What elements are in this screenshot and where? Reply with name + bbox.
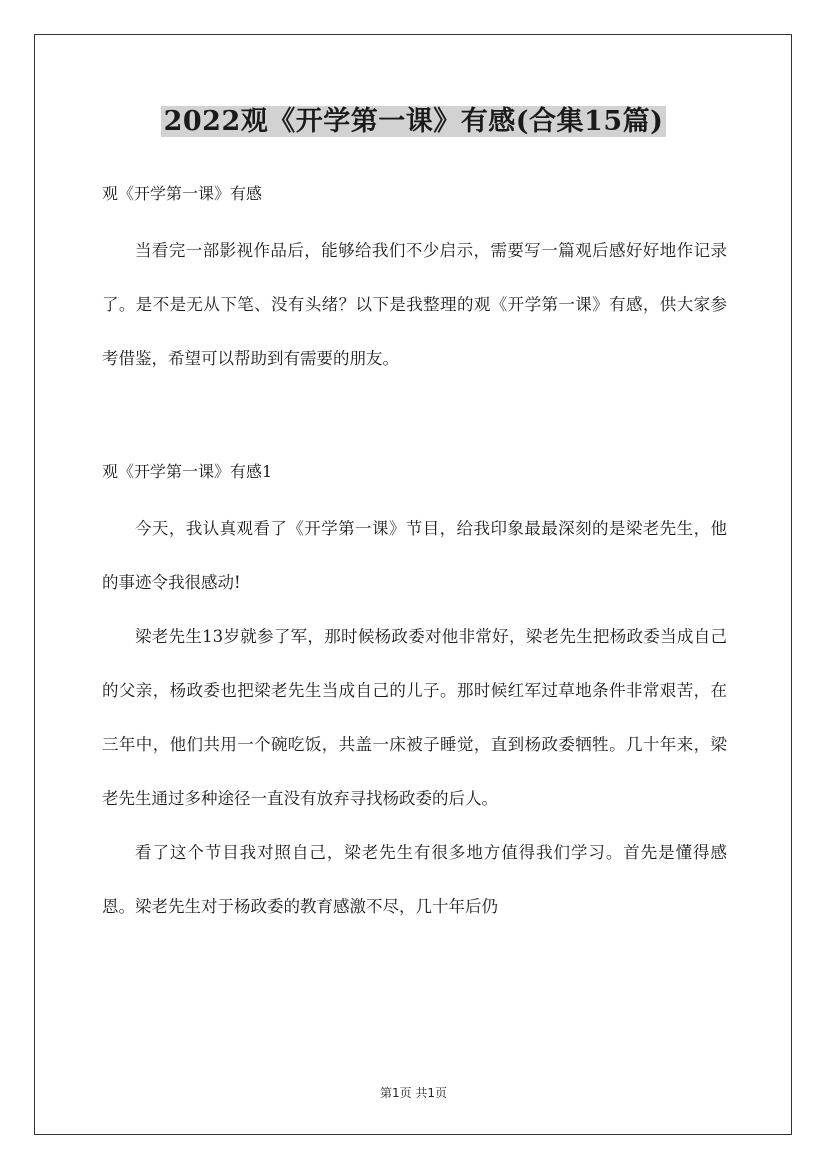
paragraph: 看了这个节目我对照自己，梁老先生有很多地方值得我们学习。首先是懂得感恩。梁老先生对于杨政委的教育感激不尽，几十年后仍 xyxy=(102,843,727,916)
spacer xyxy=(102,494,727,502)
page-footer: 第1页 共1页 xyxy=(379,1086,448,1100)
section-heading: 观《开学第一课》有感 xyxy=(102,184,263,203)
paragraph: 梁老先生13岁就参了军，那时候杨政委对他非常好，梁老先生把杨政委当成自己的父亲，杨政委也把梁老先生当成自己的儿子。那时候红军过草地条件非常艰苦，在三年中，他们共用一个碗吃饭，共盖一床被子睡觉，直到杨政委牺牲。几十年来，梁老先生通过多种途径一直没有放弃寻找杨政委的后人。 xyxy=(102,627,727,808)
paragraph: 今天，我认真观看了《开学第一课》节目，给我印象最最深刻的是梁老先生，他的事迹令我很感动! xyxy=(102,519,727,592)
document-body xyxy=(102,172,727,934)
document-title xyxy=(0,100,827,144)
spacer xyxy=(102,386,727,450)
document-title-text: 2022观《开学第一课》有感(合集15篇) xyxy=(161,106,667,137)
section-heading: 观《开学第一课》有感1 xyxy=(102,462,273,481)
paragraph: 当看完一部影视作品后，能够给我们不少启示，需要写一篇观后感好好地作记录了。是不是无从下笔、没有头绪？以下是我整理的观《开学第一课》有感，供大家参考借鉴，希望可以帮助到有需要的朋友。 xyxy=(102,241,727,368)
spacer xyxy=(102,216,727,224)
